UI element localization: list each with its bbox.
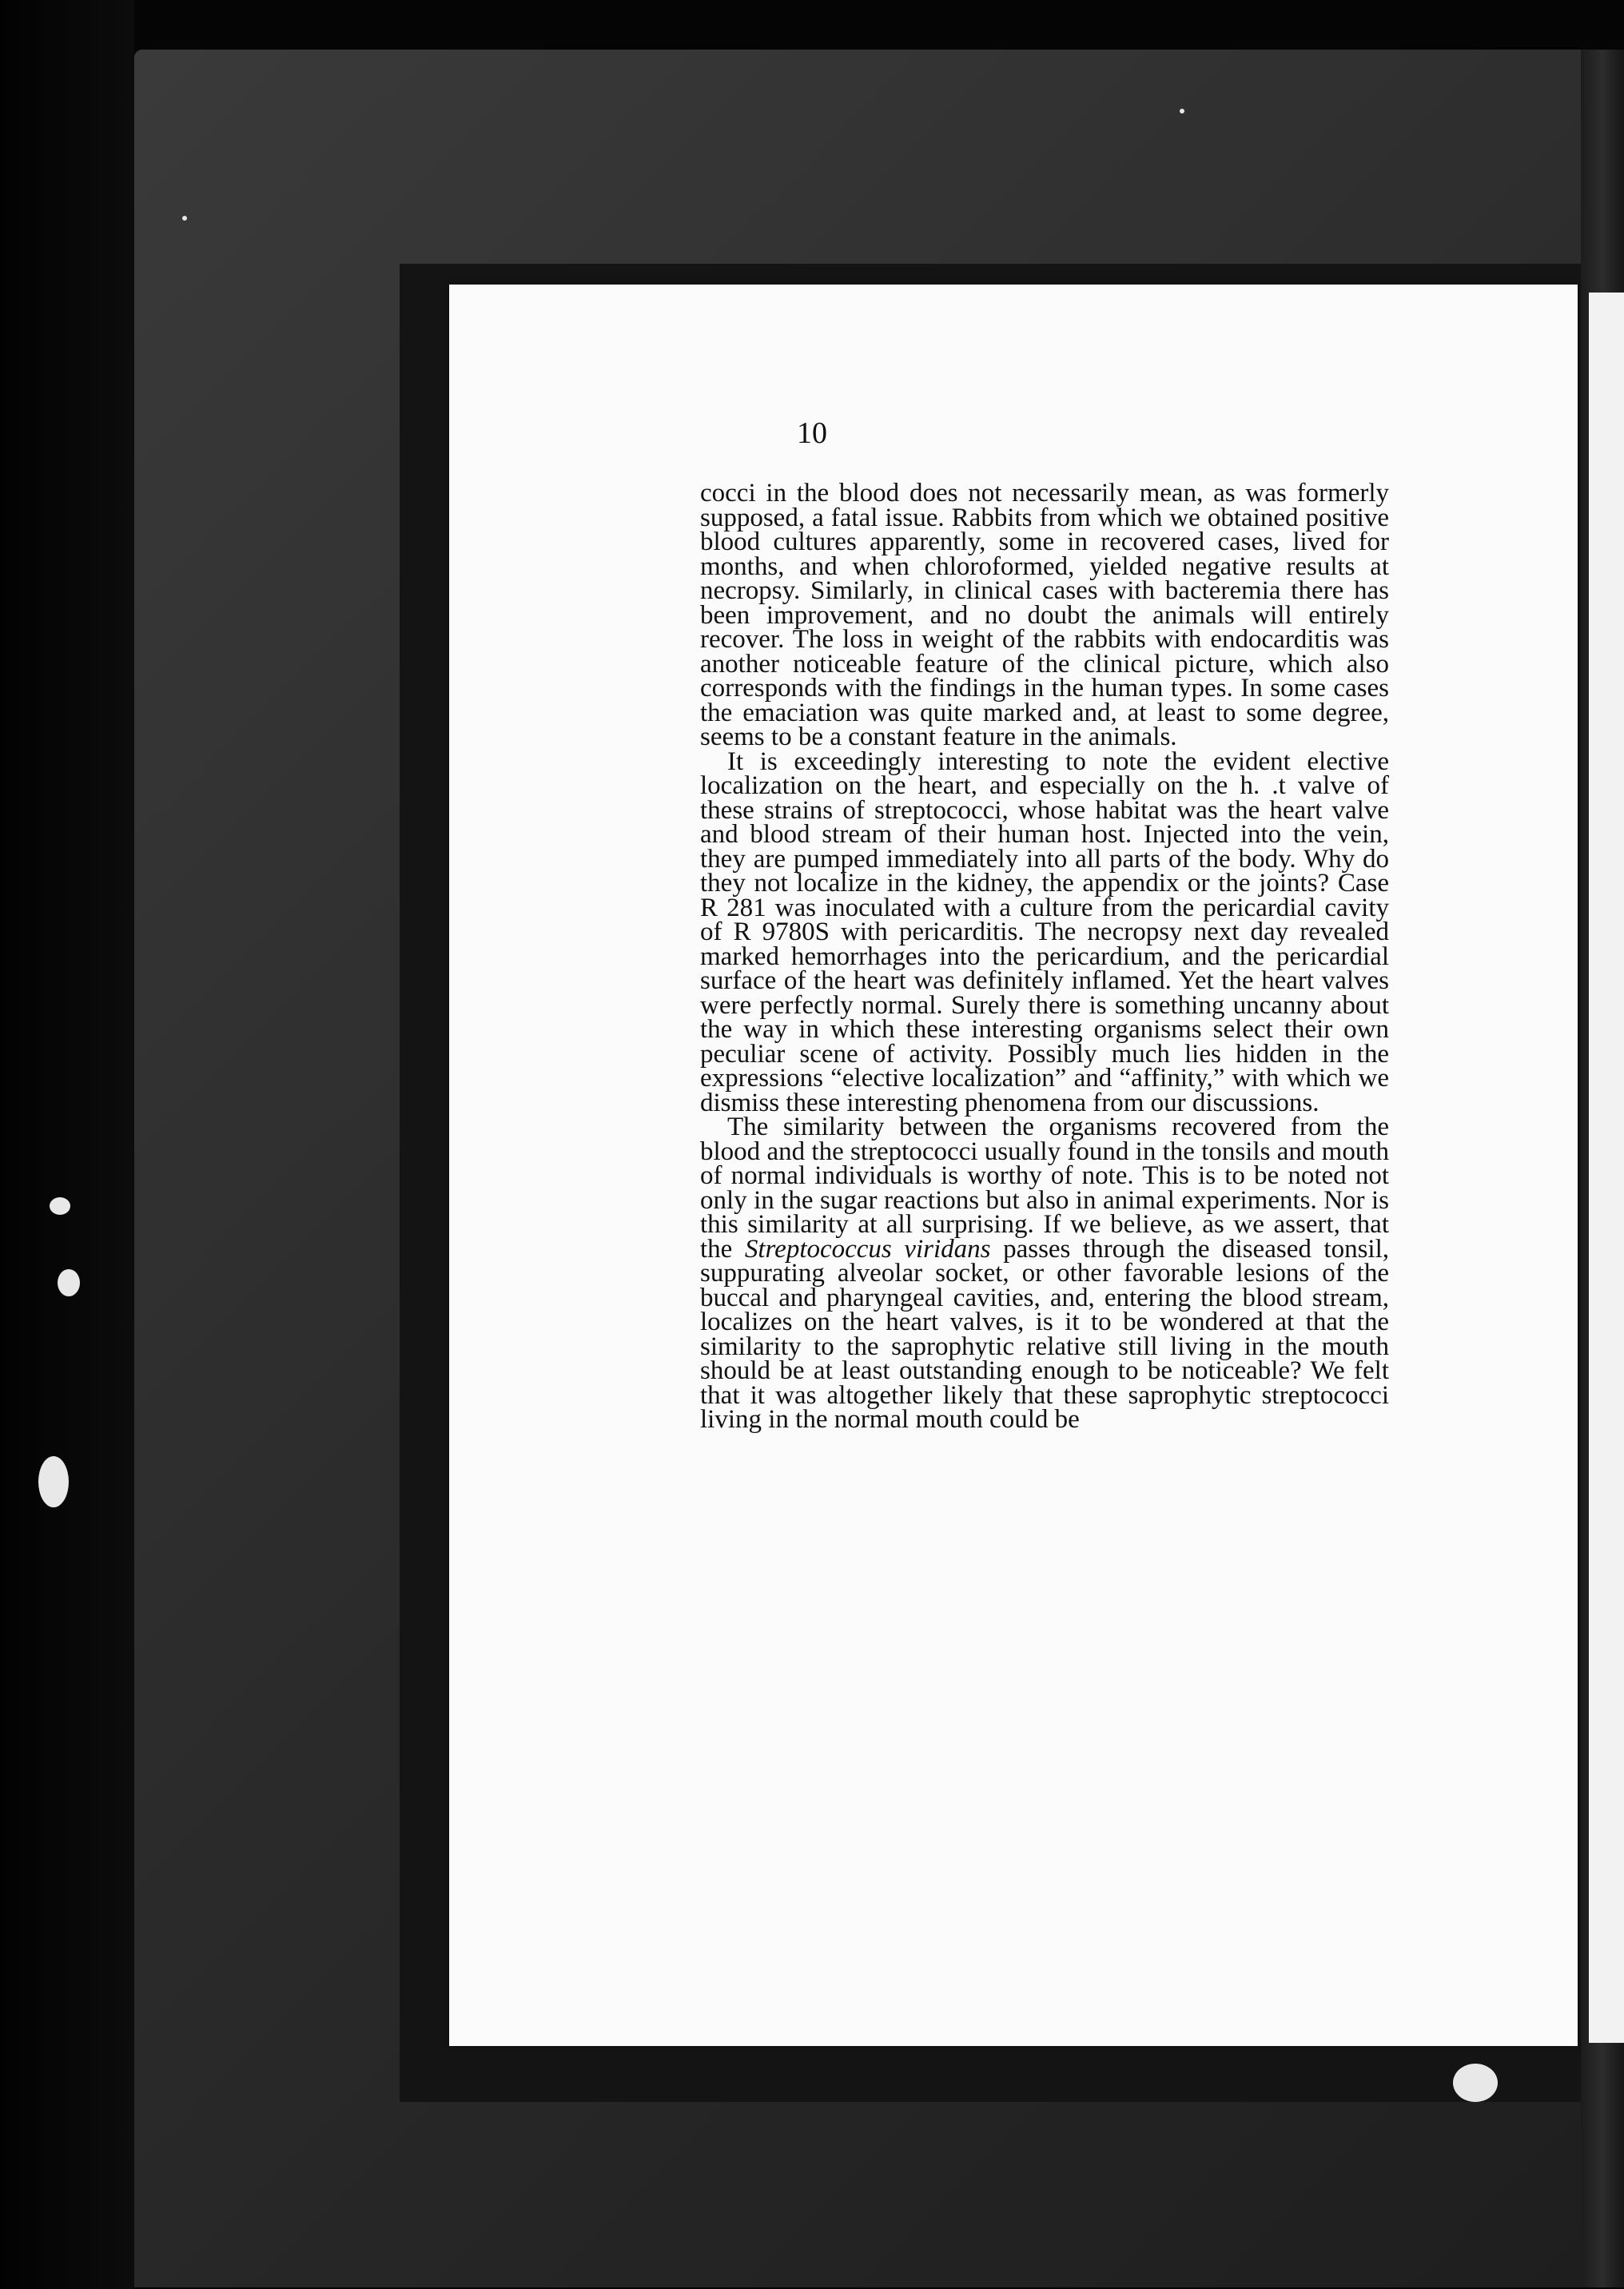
species-name-italic: Streptococcus viridans (744, 1234, 991, 1264)
dust-speck (50, 1197, 70, 1215)
dust-speck (182, 216, 187, 221)
paragraph-3-text-before: The similarity between the organisms recovered from the blood and the streptococci usually found in the tonsils and mouth of normal individuals is worthy of note. This is to be noted not only in the sugar reactions but also in animal experiments. Nor is this similarity at all surprising. If we believe, as we assert, that the (700, 1113, 1389, 1264)
paragraph-1: cocci in the blood does not necessarily mean, as was formerly supposed, a fatal issue. Rabbits from which we obtained positive blood cultures apparently, some in recovered cases, lived for months, and when chloroformed, yielded negative results at necropsy. Similarly, in clinical cases with bacteremia there has been improvement, and no doubt the animals will entirely recover. The loss in weight of the rabbits with endocarditis was another noticeable feature of the clinical picture, which also corresponds with the findings in the human types. In some cases the emaciation was quite marked and, at least to some degree, seems to be a constant feature in the animals. (700, 479, 1389, 751)
paragraph-3 (700, 1115, 1389, 1432)
page-body-text (700, 481, 1389, 1432)
paragraph-2: It is exceedingly interesting to note the evident elective localization on the heart, and especially on the h. .t valve of these strains of streptococci, whose habitat was the heart valve and blood stream of their human host. Injected into the vein, they are pumped immediately into all parts of the body. Why do they not localize in the kidney, the appendix or the joints? Case R 281 was inoculated with a culture from the pericardial cavity of R 9780S with pericarditis. The necropsy next day revealed marked hemorrhages into the pericardium, and the pericardial surface of the heart was definitely inflamed. Yet the heart valves were perfectly normal. Surely there is something uncanny about the way in which these interesting organisms select their own peculiar scene of activity. Possibly much lies hidden in the expressions “elective localization” and “affinity,” with which we dismiss these interesting phenomena from our discussions. (700, 746, 1389, 1117)
page-number: 10 (797, 416, 827, 450)
dust-speck (38, 1456, 69, 1507)
dust-speck (58, 1269, 80, 1296)
dust-speck (1453, 2064, 1498, 2102)
paragraph-3-text-after: passes through the diseased tonsil, suppurating alveolar socket, or other favorable lesions of the buccal and pharyngeal cavities, and, entering the blood stream, localizes on the heart valves, is it to be wondered at that the similarity to the saprophytic relative still living in the mouth should be at least outstanding enough to be noticeable? We felt that it was altogether likely that these saprophytic streptococci living in the normal mouth could be (700, 1234, 1390, 1434)
dust-speck (1180, 109, 1184, 113)
film-edge (0, 0, 134, 2289)
facing-page-edge (1589, 293, 1624, 2043)
